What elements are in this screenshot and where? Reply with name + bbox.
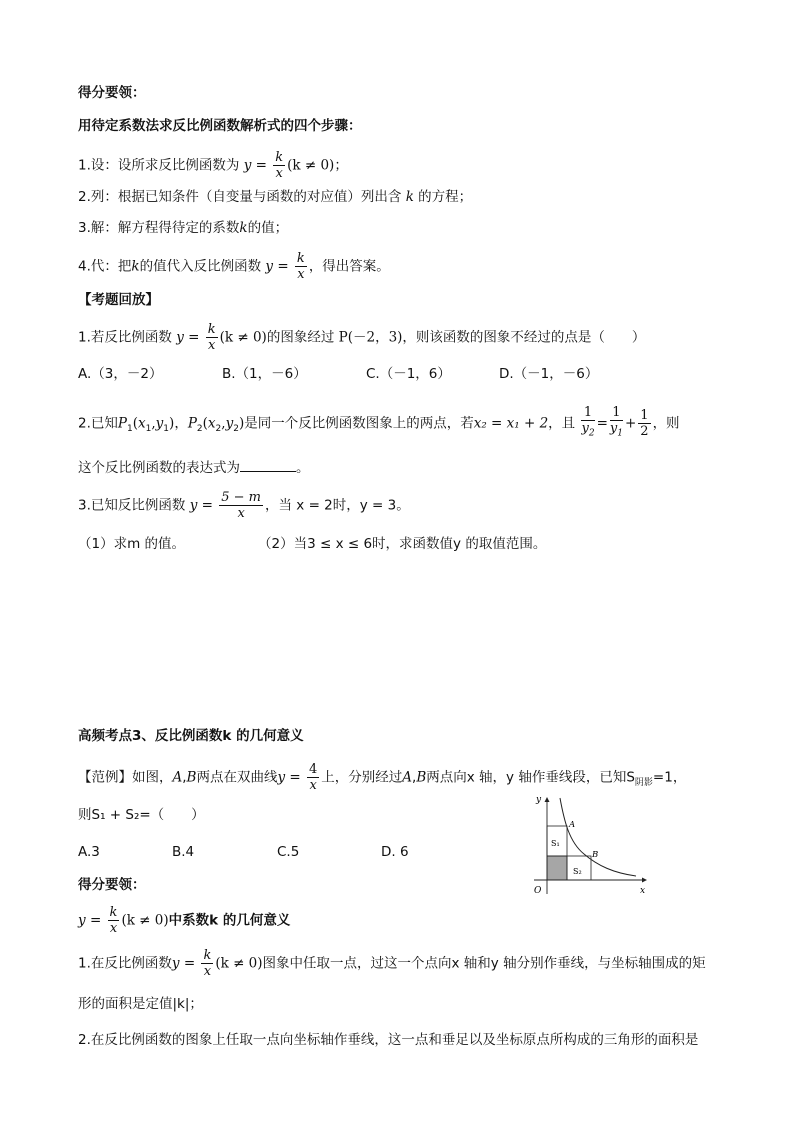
example-option-b[interactable]: B.4 bbox=[172, 844, 195, 860]
section-3-title: 高频考点3、反比例函数k 的几何意义 bbox=[78, 728, 304, 744]
question-3: 3.已知反比例函数 y = $\frac{5 - m}{x}$ ，当 x = 2时，y = 3。 bbox=[78, 490, 410, 521]
step-1: 1.设：设所求反比例函数为 y = $\frac{k}{x}$ (k ≠ 0)； bbox=[78, 150, 348, 181]
steps-heading: 用待定系数法求反比例函数解析式的四个步骤： bbox=[78, 118, 362, 134]
q1-option-a[interactable]: A.（3，－2） bbox=[78, 366, 163, 382]
q1-option-c[interactable]: C.（－1，6） bbox=[366, 366, 451, 382]
score-tips-heading-2: 得分要领： bbox=[78, 877, 146, 893]
fraction-k-over-x: $\frac{k}{x}$ bbox=[275, 150, 284, 181]
example-option-c[interactable]: C.5 bbox=[277, 844, 300, 860]
point-2: 2.在反比例函数的图象上任取一点向坐标轴作垂线，这一点和垂足以及坐标原点所构成的三角形的面积是 bbox=[78, 1032, 699, 1048]
question-3-part-1: （1）求m 的值。 bbox=[78, 536, 186, 552]
s2-label: S₂ bbox=[573, 867, 582, 876]
origin-label: O bbox=[534, 886, 542, 896]
hyperbola-figure bbox=[524, 790, 654, 902]
point-1: 1.在反比例函数y = $\frac{k}{x}$ (k ≠ 0)图象中任取一点，过这一个点向x 轴和y 轴分别作垂线，与坐标轴围成的矩 bbox=[78, 948, 706, 979]
geometric-meaning-heading: y = $\frac{k}{x}$ (k ≠ 0)中系数k 的几何意义 bbox=[78, 905, 291, 936]
y-axis-label: y bbox=[536, 795, 542, 805]
q1-option-b[interactable]: B.（1，－6） bbox=[222, 366, 307, 382]
step-2: 2.列：根据已知条件（自变量与函数的对应值）列出含 k 的方程； bbox=[78, 189, 473, 205]
x-axis-label: x bbox=[640, 886, 646, 896]
point-1-line-2: 形的面积是定值|k|； bbox=[78, 996, 203, 1012]
point-a-label: A bbox=[569, 820, 576, 830]
question-1: 1.若反比例函数 y = $\frac{k}{x}$ (k ≠ 0)的图象经过 P(－2，3)，则该函数的图象不经过的点是（ ） bbox=[78, 322, 646, 353]
shaded-region bbox=[547, 856, 567, 880]
score-tips-heading: 得分要领： bbox=[78, 85, 146, 101]
example-line-1: 【范例】如图，A,B两点在双曲线y = $\frac{4}{x}$ 上，分别经过A,B两点向x 轴，y 轴作垂线段，已知$S_{阴影}=1$， bbox=[78, 762, 687, 793]
question-2-line-2: 这个反比例函数的表达式为 。 bbox=[78, 460, 310, 476]
q1-option-d[interactable]: D.（－1，－6） bbox=[499, 366, 599, 382]
example-option-d[interactable]: D. 6 bbox=[381, 844, 409, 860]
question-3-part-2: （2）当3 ≤ x ≤ 6时，求函数值y 的取值范围。 bbox=[258, 536, 547, 552]
answer-blank[interactable] bbox=[240, 459, 296, 472]
review-title: 【考题回放】 bbox=[78, 292, 159, 308]
step-3: 3.解：解方程得待定的系数k的值； bbox=[78, 220, 289, 236]
example-option-a[interactable]: A.3 bbox=[78, 844, 100, 860]
hyperbola-curve bbox=[560, 798, 636, 876]
question-2: 2.已知$P_1(x_1,y_1)$，$P_2(x_2,y_2)$是同一个反比例函数图象上的两点，若x₂ = x₁ + 2，且 $\frac{1}{y_2}$ = $\frac{1}{y_1}$ + $\frac{1}{2}$ ，则 bbox=[78, 405, 680, 439]
step-4: 4.代：把k的值代入反比例函数 y = $\frac{k}{x}$ ，得出答案。 bbox=[78, 251, 390, 282]
point-b-label: B bbox=[592, 850, 599, 860]
s1-label: S₁ bbox=[551, 839, 560, 848]
example-question: 则S₁ + S₂=（ ） bbox=[78, 807, 205, 823]
